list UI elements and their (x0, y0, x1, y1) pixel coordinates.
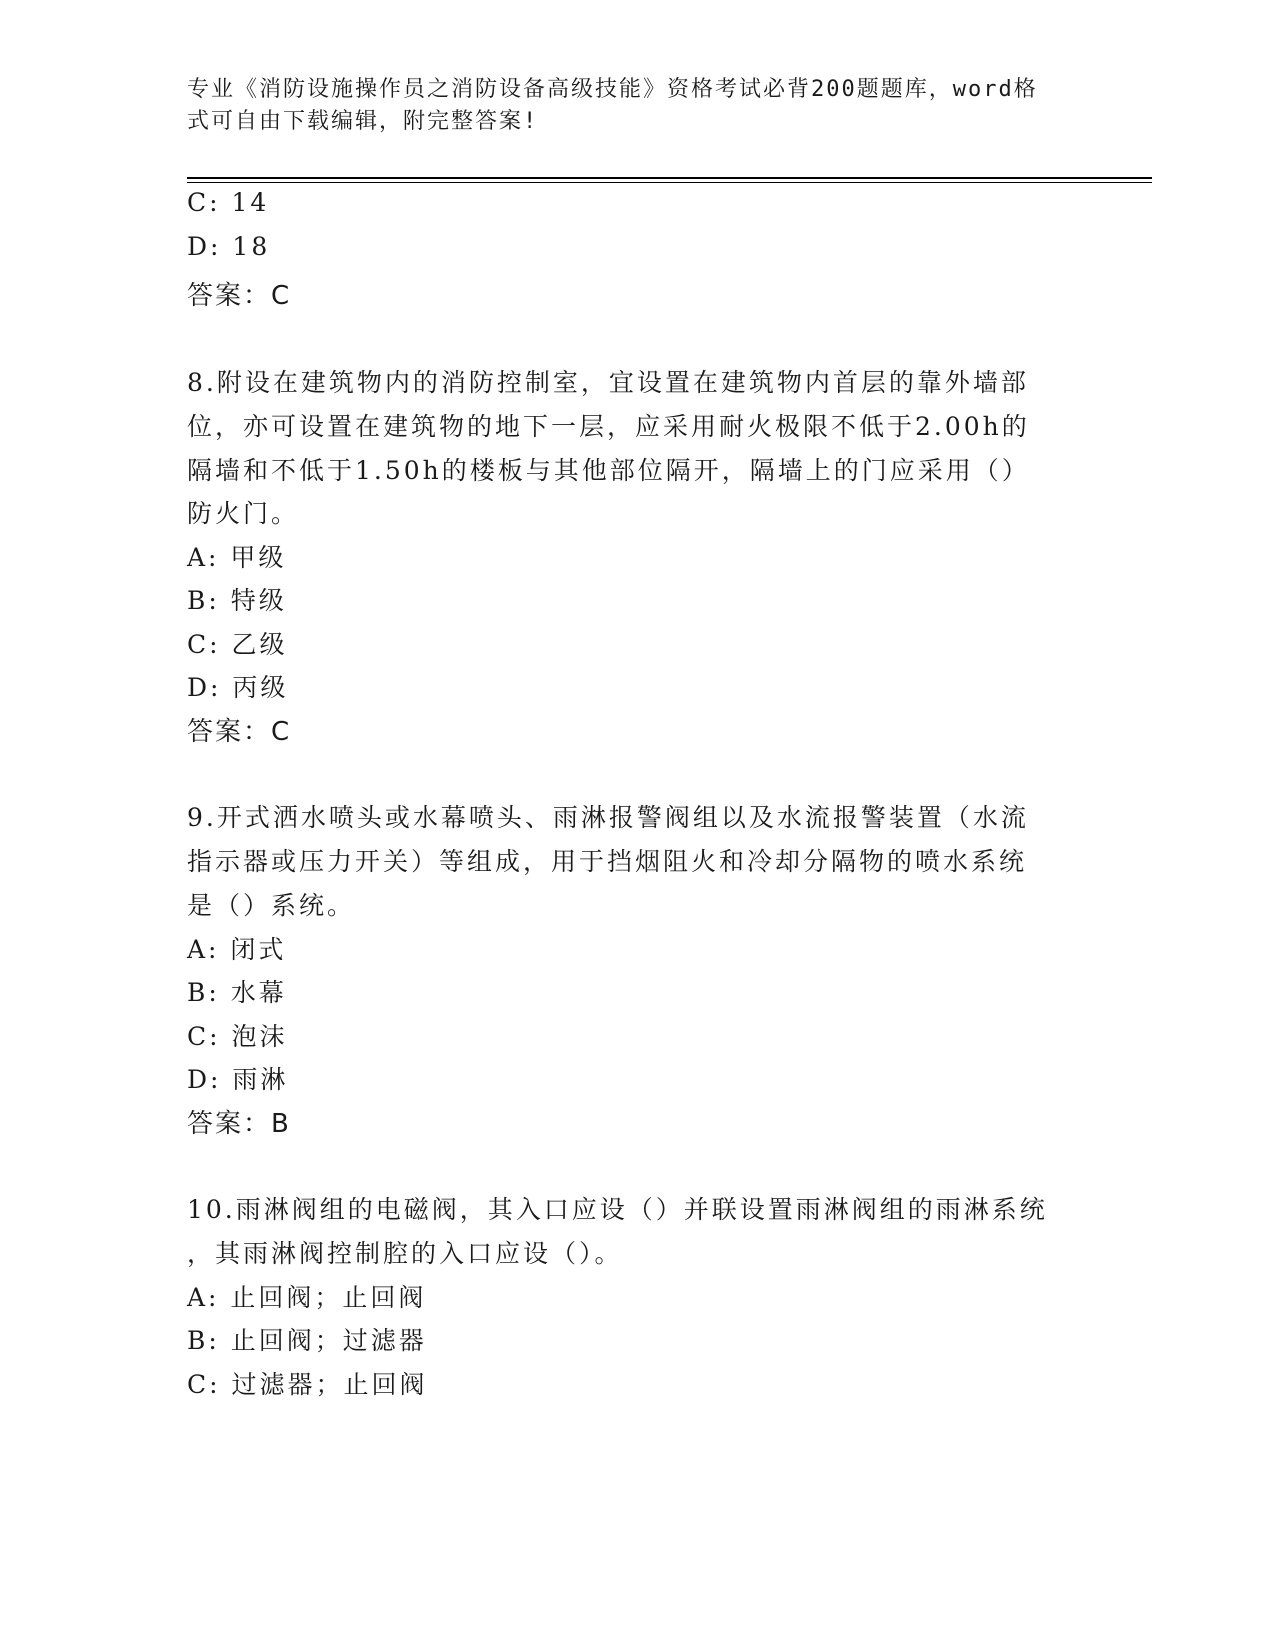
q9-stem-line: 指示器或压力开关）等组成，用于挡烟阻火和冷却分隔物的喷水系统 (187, 847, 1028, 876)
q10-stem-line: 10.雨淋阀组的电磁阀，其入口应设（）并联设置雨淋阀组的雨淋系统 (187, 1195, 1048, 1224)
header-line-1: 专业《消防设施操作员之消防设备高级技能》资格考试必背200题题库，word格 (187, 77, 1038, 102)
q9-answer: 答案：B (187, 1109, 291, 1139)
header-rule-thick (187, 177, 1152, 179)
q8-stem-line: 隔墙和不低于1.50h的楼板与其他部位隔开，隔墙上的门应采用（） (187, 456, 1030, 485)
q8-option-a: A: 甲级 (187, 543, 287, 572)
q9-stem-line: 是（）系统。 (187, 891, 356, 920)
q10-stem-line: ，其雨淋阀控制腔的入口应设（）。 (187, 1239, 623, 1268)
q9-option-b: B: 水幕 (187, 978, 287, 1007)
q8-option-d: D: 丙级 (187, 673, 289, 702)
q9-option-a: A: 闭式 (187, 935, 287, 964)
q7-answer: 答案：C (187, 281, 292, 311)
q8-stem-line: 位，亦可设置在建筑物的地下一层，应采用耐火极限不低于2.00h的 (187, 412, 1030, 441)
q9-stem-line: 9.开式洒水喷头或水幕喷头、雨淋报警阀组以及水流报警装置（水流 (187, 803, 1029, 832)
q10-option-c: C: 过滤器；止回阀 (187, 1370, 428, 1399)
q9-option-c: C: 泡沫 (187, 1022, 288, 1051)
document-header (187, 74, 1067, 138)
q8-stem-line: 防火门。 (187, 499, 300, 528)
header-rule-thin (187, 182, 1152, 183)
q9-option-d: D: 雨淋 (187, 1065, 289, 1094)
q10-option-a: A: 止回阀；止回阀 (187, 1283, 427, 1312)
q7-option-c: C: 14 (187, 188, 270, 217)
q10-option-b: B: 止回阀；过滤器 (187, 1326, 427, 1355)
q8-answer: 答案：C (187, 717, 292, 747)
q8-option-b: B: 特级 (187, 586, 287, 615)
q8-option-c: C: 乙级 (187, 630, 288, 659)
header-line-2: 式可自由下载编辑，附完整答案! (187, 109, 539, 134)
q7-option-d: D: 18 (187, 232, 271, 261)
q8-stem-line: 8.附设在建筑物内的消防控制室，宜设置在建筑物内首层的靠外墙部 (187, 368, 1029, 397)
